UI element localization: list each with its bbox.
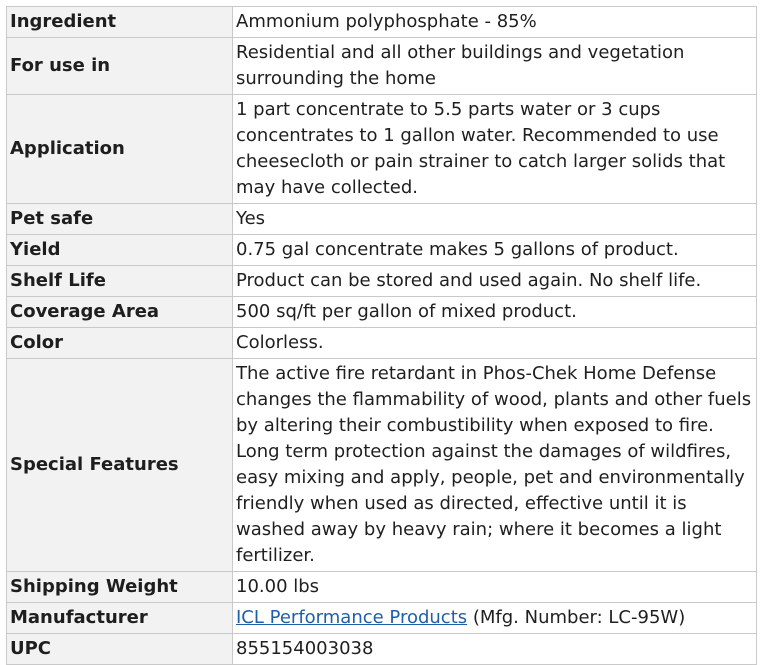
row-value-manufacturer	[233, 603, 757, 634]
row-value-coverage-area: 500 sq/ft per gallon of mixed product.	[233, 297, 757, 328]
row-value-color: Colorless.	[233, 328, 757, 359]
manufacturer-link[interactable]: ICL Performance Products	[236, 607, 468, 628]
table-row	[7, 7, 757, 38]
row-label-application: Application	[7, 95, 233, 204]
row-label-upc: UPC	[7, 634, 233, 665]
table-row	[7, 204, 757, 235]
table-row	[7, 297, 757, 328]
row-label-pet-safe: Pet safe	[7, 204, 233, 235]
table-row	[7, 95, 757, 204]
row-value-upc: 855154003038	[233, 634, 757, 665]
row-label-special-features: Special Features	[7, 359, 233, 572]
row-value-shipping-weight: 10.00 lbs	[233, 572, 757, 603]
table-row	[7, 603, 757, 634]
row-value-application: 1 part concentrate to 5.5 parts water or 3 cups concentrates to 1 gallon water. Recommended to use cheesecloth or pain strainer to catch larger solids that may have collected.	[233, 95, 757, 204]
table-row	[7, 38, 757, 95]
table-row	[7, 572, 757, 603]
manufacturer-number: (Mfg. Number: LC-95W)	[467, 607, 686, 628]
row-value-for-use-in: Residential and all other buildings and vegetation surrounding the home	[233, 38, 757, 95]
row-value-pet-safe: Yes	[233, 204, 757, 235]
row-value-special-features: The active fire retardant in Phos-Chek Home Defense changes the flammability of wood, plants and other fuels by altering their combustibility when exposed to fire. Long term protection against the damages of wildfires, easy mixing and apply, people, pet and environmentally friendly when used as directed, effective until it is washed away by heavy rain; where it becomes a light fertilizer.	[233, 359, 757, 572]
row-label-shelf-life: Shelf Life	[7, 266, 233, 297]
table-row	[7, 328, 757, 359]
row-label-yield: Yield	[7, 235, 233, 266]
table-row	[7, 634, 757, 665]
row-value-ingredient: Ammonium polyphosphate - 85%	[233, 7, 757, 38]
table-row	[7, 359, 757, 572]
row-value-shelf-life: Product can be stored and used again. No shelf life.	[233, 266, 757, 297]
row-label-ingredient: Ingredient	[7, 7, 233, 38]
row-label-manufacturer: Manufacturer	[7, 603, 233, 634]
row-label-shipping-weight: Shipping Weight	[7, 572, 233, 603]
row-label-for-use-in: For use in	[7, 38, 233, 95]
row-label-coverage-area: Coverage Area	[7, 297, 233, 328]
table-row	[7, 235, 757, 266]
table-row	[7, 266, 757, 297]
row-value-yield: 0.75 gal concentrate makes 5 gallons of product.	[233, 235, 757, 266]
product-specs-table	[6, 6, 757, 665]
row-label-color: Color	[7, 328, 233, 359]
